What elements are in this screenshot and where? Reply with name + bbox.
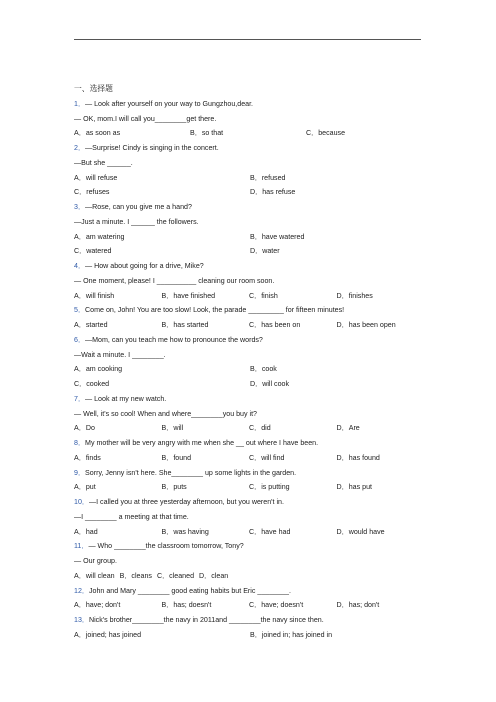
question-text: My mother will be very angry with me when she __ out where I have been. (85, 439, 319, 447)
answer-option: D．finishes (336, 291, 373, 300)
answer-option: C．has been on (249, 321, 301, 329)
question-number: 8． (74, 439, 86, 447)
question-number: 3． (74, 203, 86, 211)
answer-option: D．has been open (336, 321, 396, 329)
answer-option: B．will (161, 424, 184, 433)
answer-option: A．have; don't (74, 601, 121, 610)
answer-option: D．clean (199, 571, 229, 580)
question-dialogue-line: —I ________ a meeting at that time. (74, 512, 189, 521)
answer-option: B．cleans (119, 571, 152, 580)
answer-option: A．joined; has joined (74, 630, 142, 639)
answer-option: A．started (74, 321, 108, 329)
options-row (74, 480, 424, 495)
answer-option: D．has put (336, 483, 372, 492)
answer-option: A．Do (74, 424, 95, 433)
question-text: Come on, John! You are too slow! Look, the parade _________ for fifteen minutes! (85, 306, 345, 315)
answer-option: C．because (306, 129, 346, 138)
answer-option: C．cooked (74, 380, 110, 388)
question-stem (74, 495, 424, 510)
answer-option: A．am watering (74, 232, 125, 241)
answer-option: A．am cooking (74, 365, 123, 374)
answer-option: D．Are (336, 424, 360, 433)
question-number: 7． (74, 394, 86, 403)
answer-option: A．will clean (74, 571, 115, 580)
answer-option: B．has started (161, 321, 209, 329)
options-row (74, 451, 424, 466)
answer-option: B．found (161, 453, 192, 462)
question-number: 12． (74, 586, 89, 595)
answer-option: C．did (249, 424, 271, 433)
options-row (74, 171, 424, 186)
answer-option: C．watered (74, 247, 112, 256)
question-number: 5． (74, 306, 86, 315)
answer-option: C．is putting (249, 483, 290, 492)
question-text: —Rose, can you give me a hand? (85, 203, 192, 211)
answer-option: C．refuses (74, 188, 110, 197)
options-row (74, 525, 424, 540)
options-row (74, 569, 424, 584)
answer-option: A．will finish (74, 291, 115, 300)
answer-option: B．has; doesn't (161, 601, 212, 610)
options-row (74, 230, 424, 245)
question-text: John and Mary ________ good eating habits but Eric ________. (88, 586, 291, 595)
question-dialogue-line: — Well, it's so cool! When and where________you buy it? (74, 409, 258, 418)
answer-option: D．will cook (250, 380, 290, 388)
question-number: 2． (74, 144, 86, 152)
question-dialogue-line: — OK, mom.I will call you________get there. (74, 114, 217, 123)
question-stem (74, 584, 424, 599)
question-text: — Look at my new watch. (85, 394, 167, 403)
question-number: 11． (74, 542, 89, 551)
question-text: — Look after yourself on your way to Gungzhou,dear. (85, 99, 254, 108)
options-row (74, 244, 424, 259)
options-row (74, 289, 424, 304)
question-dialogue-line: — One moment, please! I __________ cleaning our room soon. (74, 276, 275, 285)
answer-option: B．have finished (161, 291, 216, 300)
answer-option: D．has found (336, 453, 380, 462)
question-stem (74, 436, 424, 451)
question-stem (74, 539, 424, 554)
answer-option: B．have watered (250, 232, 305, 241)
question-text: Nick's brother________the navy in 2011and ________the navy since then. (88, 616, 324, 624)
exam-page (74, 82, 424, 643)
question-number: 13． (74, 616, 89, 624)
question-dialogue-line: —But she ______. (74, 158, 133, 167)
answer-option: D．water (250, 247, 280, 256)
header-rule (74, 39, 421, 40)
options-row (74, 362, 424, 377)
answer-option: A．will refuse (74, 173, 118, 182)
question-text: Sorry, Jenny isn't here. She________ up some lights in the garden. (85, 468, 297, 477)
answer-option: C．will find (249, 453, 285, 462)
section-title: 一、选择题 (74, 84, 113, 93)
question-stem (74, 259, 424, 274)
answer-option: D．has; don't (336, 601, 380, 610)
answer-option: A．finds (74, 453, 101, 462)
answer-option: C．finish (249, 291, 278, 300)
answer-option: B．puts (161, 483, 187, 492)
question-text: —I called you at three yesterday afternoon, but you weren't in. (88, 498, 284, 506)
answer-option: B．joined in; has joined in (250, 630, 333, 639)
question-stem (74, 333, 424, 348)
options-row (74, 318, 424, 333)
options-row (74, 421, 424, 436)
question-text: —Mom, can you teach me how to pronounce the words? (85, 335, 263, 344)
question-stem (74, 200, 424, 215)
question-number: 1． (74, 99, 86, 108)
answer-option: A．as soon as (74, 129, 121, 138)
question-text: —Surprise! Cindy is singing in the concert. (85, 144, 219, 152)
question-dialogue-line: — Our group. (74, 557, 117, 565)
options-row (74, 377, 424, 392)
question-text: — Who ________the classroom tomorrow, Tony? (88, 542, 244, 551)
question-list (74, 97, 424, 643)
question-stem (74, 303, 424, 318)
question-text: — How about going for a drive, Mike? (85, 262, 204, 270)
answer-option: C．have; doesn't (249, 601, 304, 610)
question-number: 10． (74, 498, 89, 506)
options-row (74, 628, 424, 643)
answer-option: C．have had (249, 527, 291, 536)
options-row (74, 185, 424, 200)
question-dialogue-line: —Just a minute. I ______ the followers. (74, 217, 199, 226)
answer-option: A．had (74, 527, 98, 536)
question-number: 4． (74, 262, 86, 270)
question-stem (74, 97, 424, 112)
question-dialogue-line: —Wait a minute. I ________. (74, 350, 166, 359)
question-stem (74, 392, 424, 407)
answer-option: C．cleaned (156, 571, 195, 580)
question-stem (74, 466, 424, 481)
answer-option: D．has refuse (250, 188, 296, 197)
options-row (74, 598, 424, 613)
question-number: 6． (74, 335, 86, 344)
options-row (74, 126, 424, 141)
question-stem (74, 613, 424, 628)
question-number: 9． (74, 468, 86, 477)
answer-option: B．so that (190, 129, 224, 138)
question-stem (74, 141, 424, 156)
answer-option: B．refused (250, 173, 286, 182)
answer-option: B．cook (250, 365, 277, 374)
answer-option: B．was having (161, 527, 209, 536)
answer-option: D．would have (336, 527, 385, 536)
answer-option: A．put (74, 483, 96, 492)
